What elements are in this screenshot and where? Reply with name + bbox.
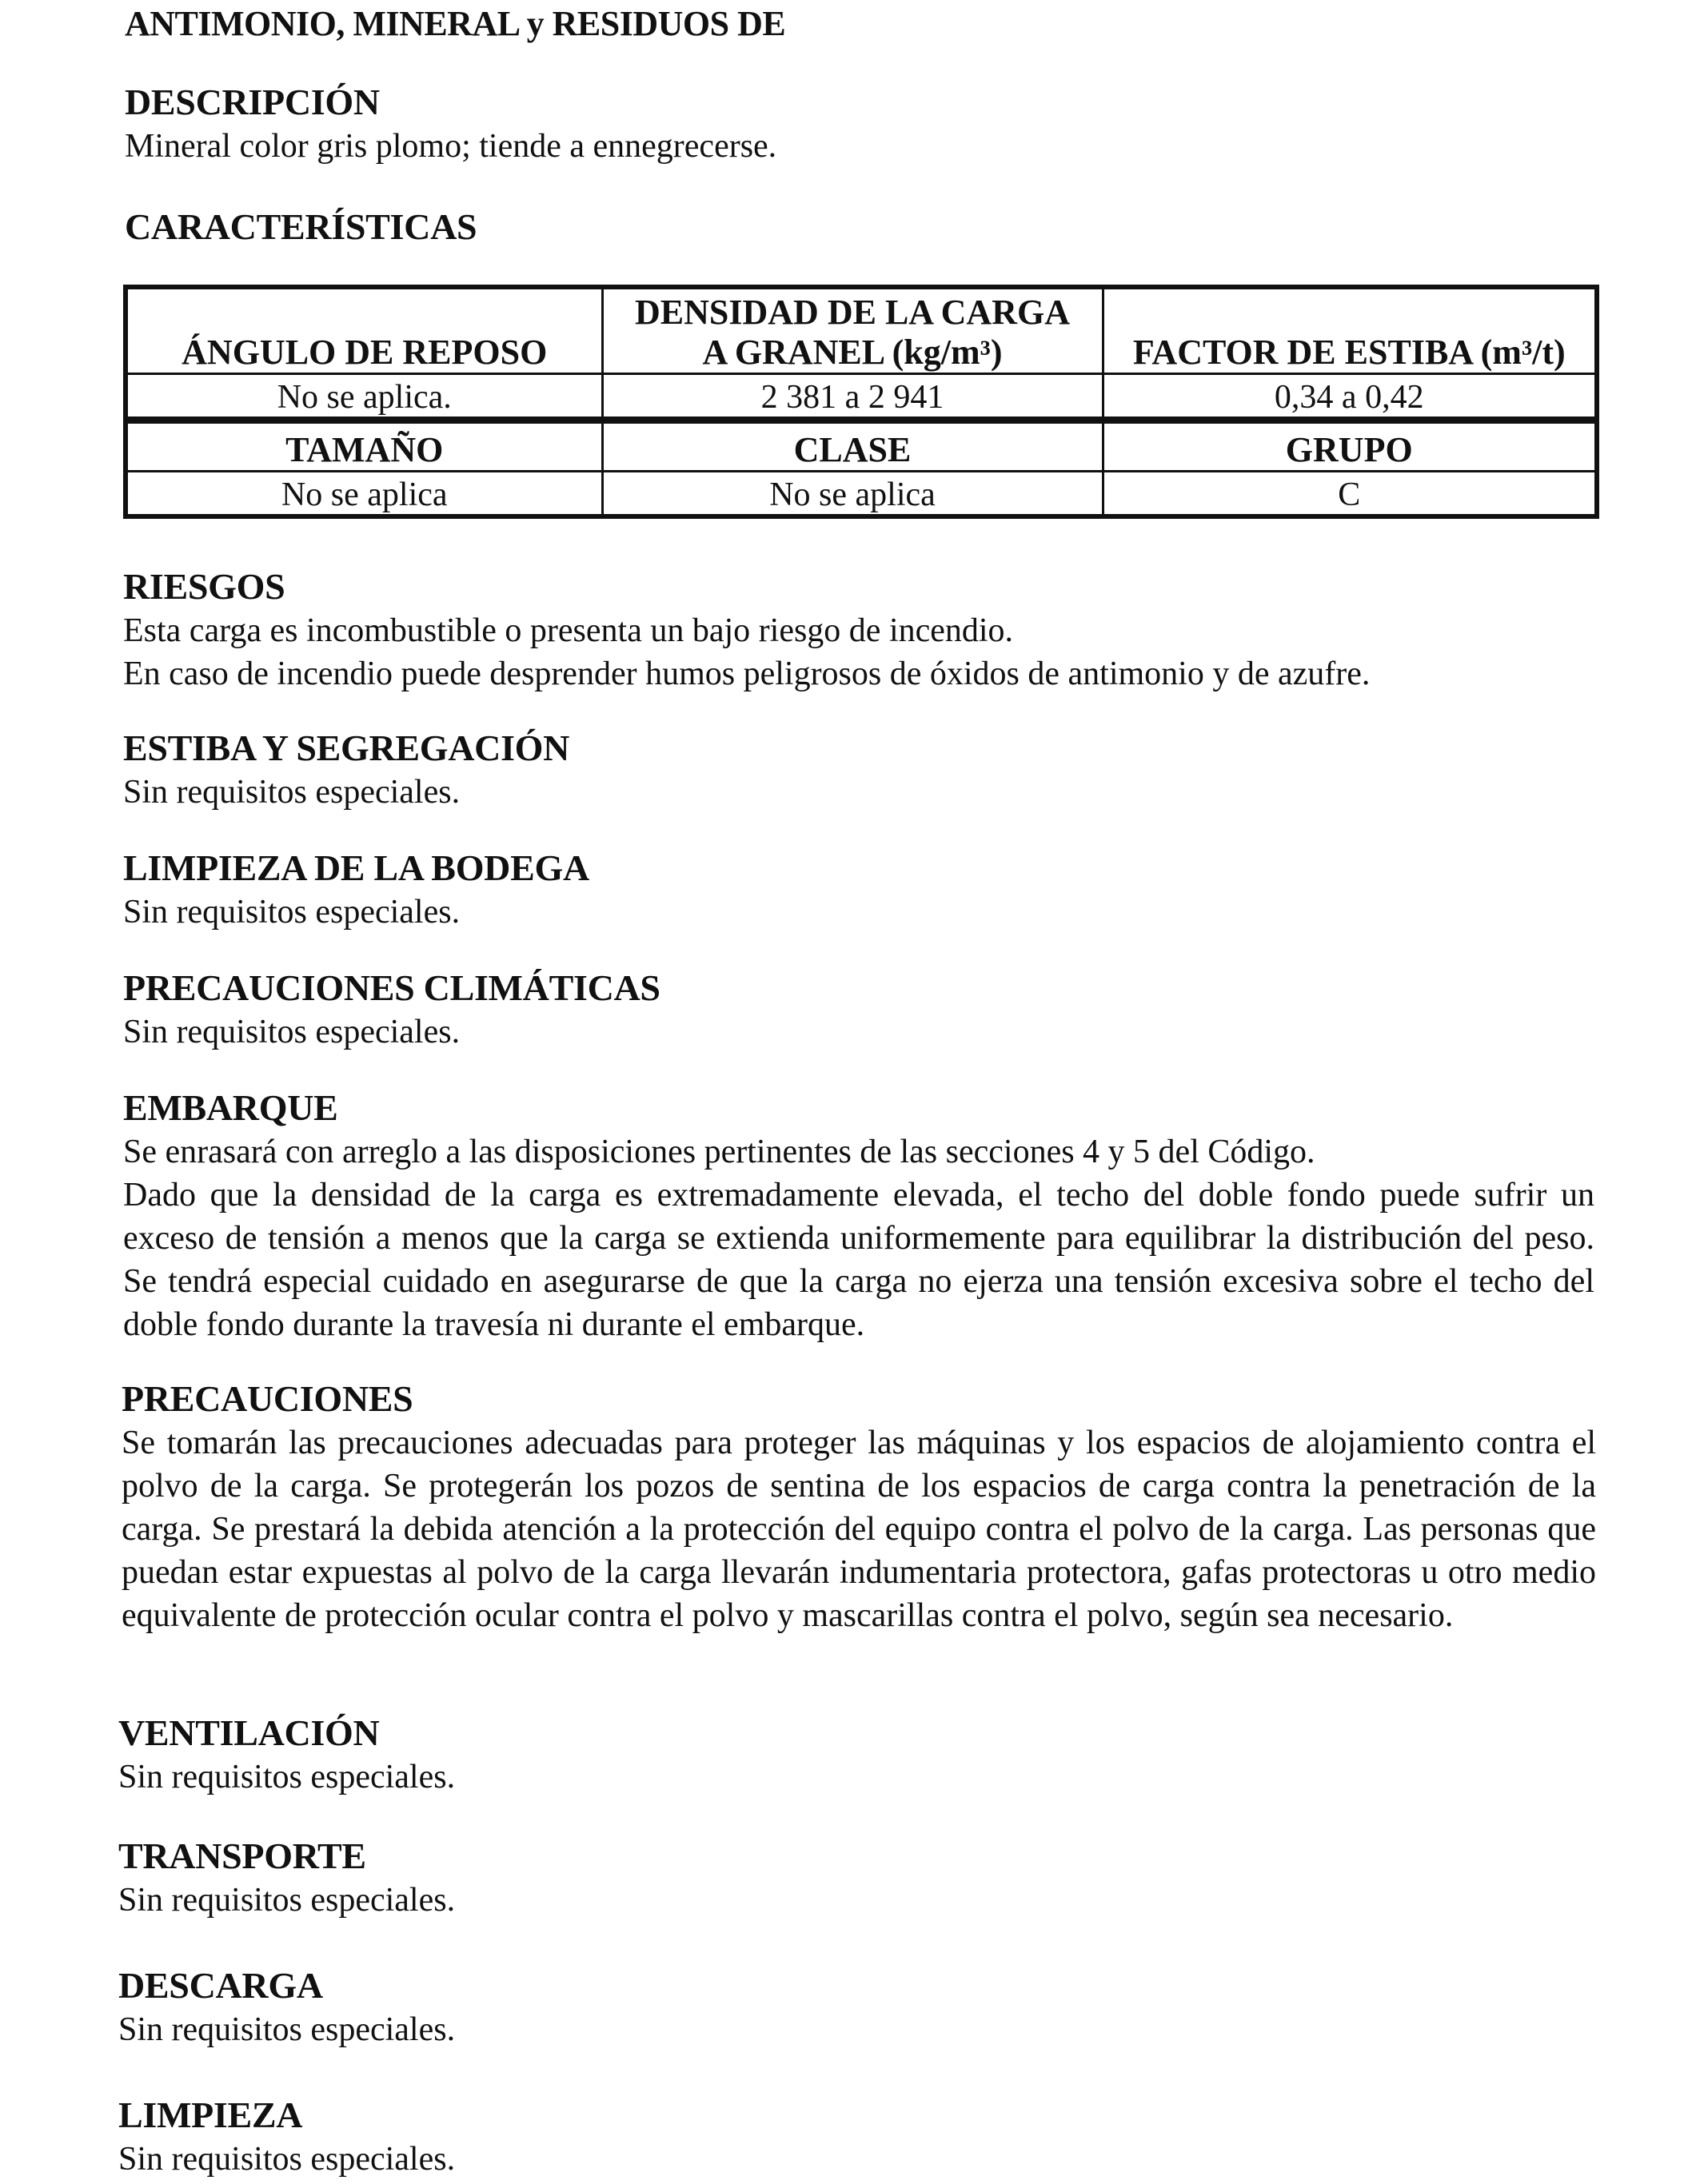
section-heading-transporte: TRANSPORTE — [118, 1835, 366, 1876]
ventilacion-text: Sin requisitos especiales. — [118, 1759, 456, 1795]
section-heading-caracteristicas: CARACTERÍSTICAS — [125, 206, 477, 247]
section-heading-ventilacion: VENTILACIÓN — [118, 1712, 380, 1753]
section-descarga — [118, 1963, 1598, 2051]
table-cell-grupo: C — [1103, 472, 1597, 517]
table-header-clase: CLASE — [602, 420, 1103, 472]
descarga-text: Sin requisitos especiales. — [118, 2011, 456, 2048]
table-header-grupo: GRUPO — [1103, 420, 1597, 472]
descripcion-text: Mineral color gris plomo; tiende a ennegrecerse. — [125, 128, 777, 165]
embarque-paragraph: Dado que la densidad de la carga es extremadamente elevada, el techo del doble fondo puede sufrir un exceso de tensión a menos que la carga se extienda uniformemente para equilibrar la distribución del peso. Se tendrá especial cuidado en asegurarse de que la carga no ejerza una tensión excesiva sobre el techo del doble fondo durante la travesía ni durante el embarque. — [123, 1177, 1594, 1343]
section-riesgos — [123, 564, 1602, 695]
section-ventilacion — [118, 1711, 1598, 1799]
limpieza-bodega-text: Sin requisitos especiales. — [123, 894, 461, 931]
section-embarque — [123, 1086, 1594, 1346]
precauciones-paragraph: Se tomarán las precauciones adecuadas para proteger las máquinas y los espacios de alojamiento contra el polvo de la carga. Se protegerán los pozos de sentina de los espacios de carga contra la penetración de la carga. Se prestará la debida atención a la protección del equipo contra el polvo de la carga. Las personas que puedan estar expuestas al polvo de la carga llevarán indumentaria protectora, gafas protectoras u otro medio equivalente de protección ocular contra el polvo y mascarillas contra el polvo, según sea necesario. — [122, 1425, 1596, 1634]
transporte-text: Sin requisitos especiales. — [118, 1882, 456, 1919]
estiba-text: Sin requisitos especiales. — [123, 774, 461, 811]
section-heading-limpieza-bodega: LIMPIEZA DE LA BODEGA — [123, 847, 589, 888]
section-transporte — [118, 1834, 1598, 1922]
document-title: ANTIMONIO, MINERAL y RESIDUOS DE — [125, 4, 786, 43]
section-estiba — [123, 726, 1602, 814]
densidad-header-line1: DENSIDAD DE LA CARGA — [635, 293, 1070, 332]
table-cell-angulo: No se aplica. — [126, 374, 602, 420]
section-precauciones — [122, 1377, 1596, 1637]
embarque-line-1: Se enrasará con arreglo a las disposiciones pertinentes de las secciones 4 y 5 del Código. — [123, 1134, 1315, 1170]
table-row — [126, 287, 1597, 374]
table-header-factor: FACTOR DE ESTIBA (m³/t) — [1103, 287, 1597, 374]
section-heading-precauciones: PRECAUCIONES — [122, 1378, 413, 1419]
section-heading-descripcion: DESCRIPCIÓN — [125, 82, 380, 122]
table-cell-clase: No se aplica — [602, 472, 1103, 517]
table-row — [126, 420, 1597, 472]
limpieza-text: Sin requisitos especiales. — [118, 2141, 456, 2178]
precauciones-climaticas-text: Sin requisitos especiales. — [123, 1014, 461, 1050]
section-heading-embarque: EMBARQUE — [123, 1087, 338, 1128]
section-heading-descarga: DESCARGA — [118, 1965, 323, 2006]
section-limpieza-bodega — [123, 846, 1602, 934]
section-heading-riesgos: RIESGOS — [123, 566, 285, 607]
table-cell-densidad: 2 381 a 2 941 — [602, 374, 1103, 420]
table-cell-factor: 0,34 a 0,42 — [1103, 374, 1597, 420]
table-row — [126, 472, 1597, 517]
section-caracteristicas — [125, 205, 1604, 249]
riesgos-text — [123, 609, 1602, 695]
riesgos-line-2: En caso de incendio puede desprender humos peligrosos de óxidos de antimonio y de azufre. — [123, 656, 1371, 692]
densidad-header-line2: A GRANEL (kg/m³) — [702, 333, 1003, 372]
section-heading-limpieza: LIMPIEZA — [118, 2094, 303, 2135]
table-header-tamano: TAMAÑO — [126, 420, 602, 472]
section-descripcion — [125, 80, 1604, 168]
section-heading-estiba: ESTIBA Y SEGREGACIÓN — [123, 727, 570, 768]
table-row — [126, 374, 1597, 420]
section-heading-precauciones-climaticas: PRECAUCIONES CLIMÁTICAS — [123, 967, 660, 1008]
section-precauciones-climaticas — [123, 966, 1602, 1054]
table-header-angulo: ÁNGULO DE REPOSO — [126, 287, 602, 374]
characteristics-table — [123, 285, 1599, 519]
table-header-densidad — [602, 287, 1103, 374]
table-cell-tamano: No se aplica — [126, 472, 602, 517]
riesgos-line-1: Esta carga es incombustible o presenta un bajo riesgo de incendio. — [123, 612, 1014, 649]
section-limpieza — [118, 2093, 1598, 2181]
